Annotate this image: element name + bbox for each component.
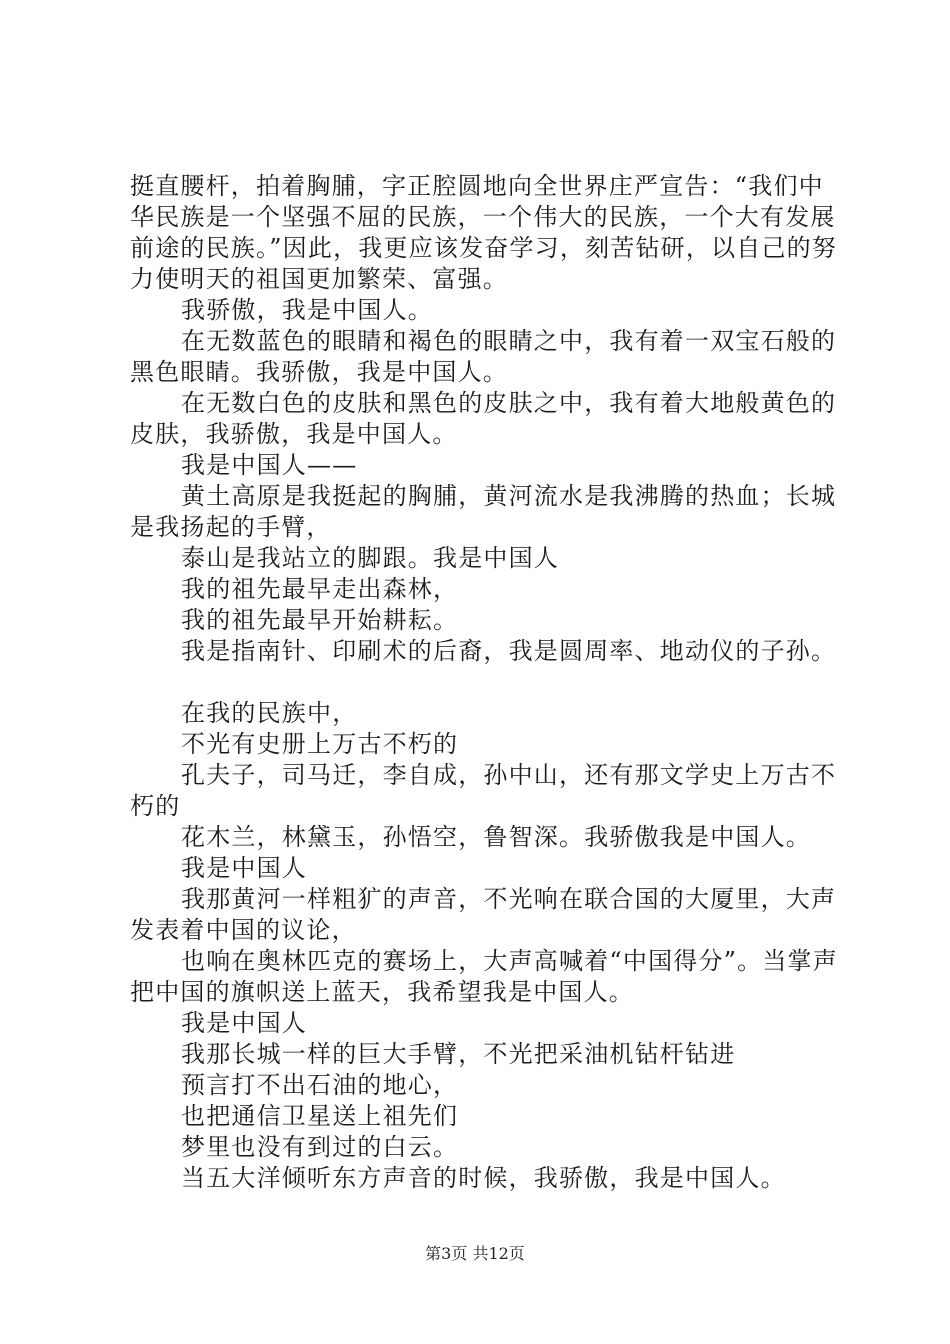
paragraph: 我那长城一样的巨大手臂，不光把采油机钻杆钻进 <box>181 1040 736 1068</box>
paragraph: 预言打不出石油的地心， <box>181 1071 459 1099</box>
paragraph: 我是中国人 <box>181 1009 307 1037</box>
paragraph: 我骄傲，我是中国人。 <box>181 296 433 324</box>
paragraph: 在无数蓝色的眼睛和褐色的眼睛之中，我有着一双宝石般的黑色眼睛。我骄傲，我是中国人。 <box>130 327 837 386</box>
paragraph: 花木兰，林黛玉，孙悟空，鲁智深。我骄傲我是中国人。 <box>181 823 811 851</box>
paragraph: 我是中国人 <box>181 854 307 882</box>
paragraph: 黄土高原是我挺起的胸脯，黄河流水是我沸腾的热血；长城是我扬起的手臂， <box>130 482 837 541</box>
paragraph: 孔夫子，司马迁，李自成，孙中山，还有那文学史上万古不朽的 <box>130 761 837 820</box>
paragraph: 挺直腰杆，拍着胸脯，字正腔圆地向全世界庄严宣告：“我们中华民族是一个坚强不屈的民族，一个伟大的民族，一个大有发展前途的民族。”因此，我更应该发奋学习，刻苦钻研，以自己的努力使明天的祖国更加繁荣、富强。 <box>130 172 838 293</box>
paragraph: 也把通信卫星送上祖先们 <box>181 1102 459 1130</box>
paragraph: 泰山是我站立的脚跟。我是中国人 <box>181 544 559 572</box>
paragraph: 在我的民族中， <box>181 699 358 727</box>
page-footer: 第3页 共12页 <box>425 1244 525 1263</box>
paragraph: 我的祖先最早走出森林， <box>181 575 459 603</box>
paragraph: 梦里也没有到过的白云。 <box>181 1133 459 1161</box>
paragraph: 当五大洋倾听东方声音的时候，我骄傲，我是中国人。 <box>181 1164 786 1192</box>
paragraph: 在无数白色的皮肤和黑色的皮肤之中，我有着大地般黄色的皮肤，我骄傲，我是中国人。 <box>130 389 837 448</box>
paragraph: 不光有史册上万古不朽的 <box>181 730 459 758</box>
document-body <box>130 171 845 1194</box>
paragraph: 也响在奥林匹克的赛场上，大声高喊着“中国得分”。当掌声把中国的旗帜送上蓝天，我希望我是中国人。 <box>130 947 838 1006</box>
paragraph: 我的祖先最早开始耕耘。 <box>181 606 459 634</box>
paragraph: 我是指南针、印刷术的后裔，我是圆周率、地动仪的子孙。 <box>181 637 837 665</box>
paragraph: 我是中国人—— <box>181 451 358 479</box>
paragraph: 我那黄河一样粗犷的声音，不光响在联合国的大厦里，大声发表着中国的议论， <box>130 885 837 944</box>
blank-line <box>130 667 845 698</box>
